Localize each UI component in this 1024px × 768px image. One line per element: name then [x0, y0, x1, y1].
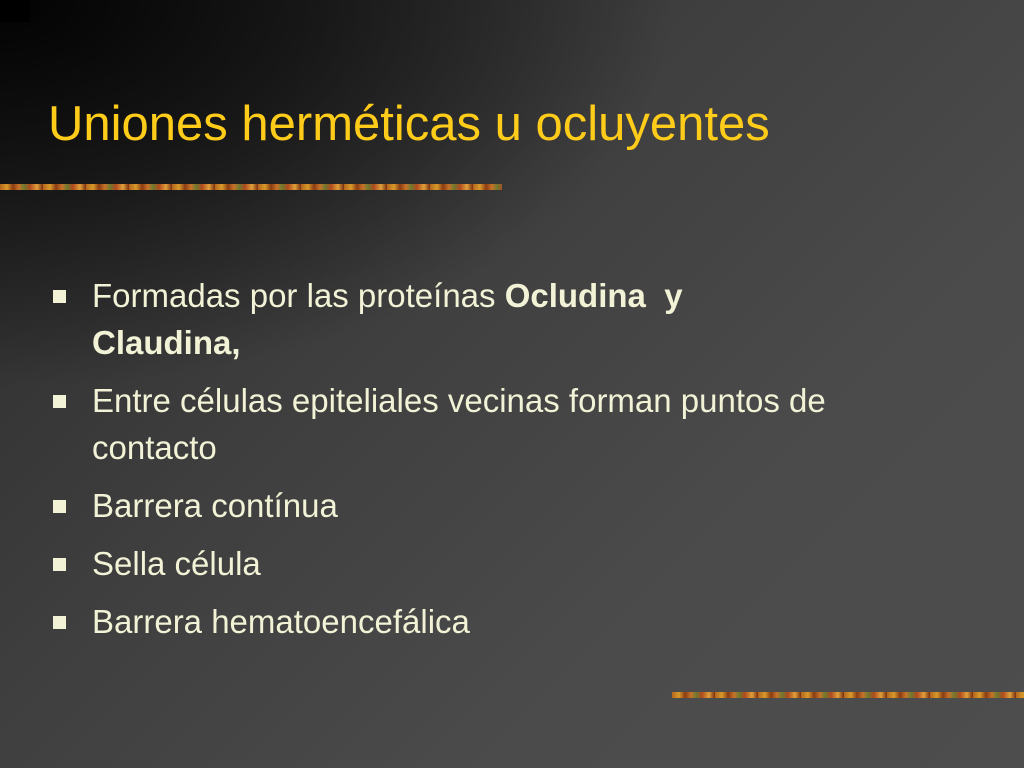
square-bullet-icon [53, 395, 66, 408]
bullet-text-connector: y [645, 277, 683, 314]
bullet-text: Barrera hematoencefálica [92, 603, 470, 640]
list-item [0, 272, 1024, 366]
title-underline-decoration [0, 184, 502, 190]
bullet-text: Entre células epiteliales vecinas forman puntos de contacto [92, 382, 826, 466]
bullet-text-prefix: Formadas por las proteínas [92, 277, 505, 314]
bullet-list [0, 272, 1024, 656]
footer-decoration [672, 692, 1024, 698]
square-bullet-icon [53, 500, 66, 513]
square-bullet-icon [53, 558, 66, 571]
bold-term-ocludina: Ocludina [504, 277, 646, 314]
corner-decoration [0, 0, 30, 22]
bullet-text: Barrera contínua [92, 487, 338, 524]
list-item [0, 540, 1024, 587]
slide-title: Uniones herméticas u ocluyentes [48, 97, 770, 151]
bold-term-claudina: Claudina, [92, 324, 241, 361]
square-bullet-icon [53, 290, 66, 303]
square-bullet-icon [53, 616, 66, 629]
bullet-text: Sella célula [92, 545, 261, 582]
list-item [0, 377, 1024, 471]
list-item [0, 482, 1024, 529]
list-item [0, 598, 1024, 645]
